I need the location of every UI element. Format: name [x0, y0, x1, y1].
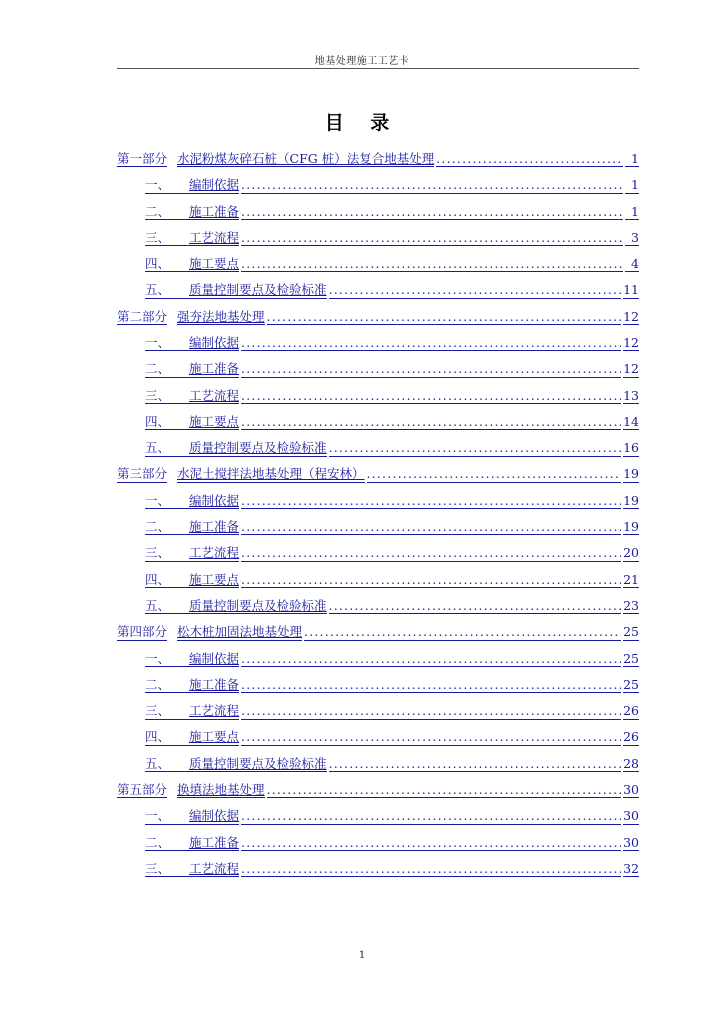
toc-entry-title: 质量控制要点及检验标准: [189, 755, 327, 771]
toc-leader-dots: [241, 231, 623, 246]
toc-entry-title: 施工准备: [189, 676, 240, 692]
toc-entry-number: 四、: [145, 415, 189, 430]
toc-entry-number: 二、: [145, 520, 189, 535]
toc-entry-number: 五、: [145, 757, 189, 772]
toc-entry-title: 工艺流程: [189, 860, 240, 876]
toc-section-link[interactable]: [117, 746, 639, 772]
toc-entry-page: 32: [623, 860, 639, 876]
toc-section-link[interactable]: [117, 641, 639, 667]
toc-entry-page: 11: [623, 282, 639, 298]
toc-leader-dots: [241, 494, 621, 509]
toc-leader-dots: [241, 862, 621, 877]
toc-part-link[interactable]: [117, 141, 639, 167]
toc-section-link[interactable]: [117, 167, 639, 193]
toc-entry-title: 质量控制要点及检验标准: [189, 282, 327, 298]
toc-entry-page: 14: [623, 413, 639, 429]
toc-part-link[interactable]: [117, 614, 639, 640]
toc-section-link[interactable]: [117, 325, 639, 351]
toc-entry-page: 12: [623, 335, 639, 350]
toc-entry-page: 20: [623, 545, 639, 561]
toc-section-link[interactable]: [117, 220, 639, 246]
toc-entry-number: 二、: [145, 205, 189, 220]
toc-entry-page: 1: [625, 178, 639, 193]
toc-section-link[interactable]: [117, 194, 639, 220]
toc-entry-title: 编制依据: [189, 650, 240, 666]
toc-entry-page: 30: [623, 834, 639, 850]
toc-entry-title: 水泥粉煤灰碎石桩（CFG 桩）法复合地基处理: [177, 150, 435, 166]
header-divider: [117, 68, 639, 69]
toc-entry-title: 工艺流程: [189, 229, 240, 245]
toc-entry-page: 21: [623, 571, 639, 587]
toc-section-link[interactable]: [117, 798, 639, 824]
toc-entry-page: 12: [623, 361, 639, 377]
toc-entry-page: 25: [623, 624, 639, 640]
toc-entry-number: 二、: [145, 678, 189, 693]
toc-section-link[interactable]: [117, 825, 639, 851]
toc-entry-title: 编制依据: [189, 177, 240, 193]
toc-entry-page: 30: [623, 808, 639, 824]
toc-leader-dots: [241, 389, 621, 404]
page-header: 地基处理施工工艺卡: [314, 56, 410, 67]
toc-entry-page: 19: [623, 492, 639, 508]
toc-entry-page: 25: [623, 676, 639, 692]
toc-entry-title: 质量控制要点及检验标准: [189, 597, 327, 613]
toc-entry-number: 三、: [145, 862, 189, 877]
toc-section-link[interactable]: [117, 667, 639, 693]
toc-entry-number: 第四部分: [117, 624, 168, 640]
toc-entry-title: 工艺流程: [189, 387, 240, 403]
toc-leader-dots: [329, 599, 622, 614]
toc-section-link[interactable]: [117, 562, 639, 588]
toc-entry-number: 第二部分: [117, 308, 168, 324]
toc-section-link[interactable]: [117, 509, 639, 535]
toc-entry-number: 三、: [145, 389, 189, 404]
toc-entry-number: 第三部分: [117, 466, 168, 482]
toc-section-link[interactable]: [117, 430, 639, 456]
toc-leader-dots: [241, 546, 621, 561]
toc-entry-page: 16: [623, 440, 639, 456]
toc-entry-number: 三、: [145, 231, 189, 246]
toc-entry-title: 施工准备: [189, 834, 240, 850]
toc-entry-title: 施工要点: [189, 413, 240, 429]
toc-entry-page: 30: [623, 782, 639, 798]
toc-entry-page: 28: [623, 755, 639, 771]
toc-section-link[interactable]: [117, 272, 639, 298]
toc-leader-dots: [241, 178, 623, 193]
toc-entry-page: 26: [623, 729, 639, 745]
toc-leader-dots: [329, 283, 622, 298]
toc-leader-dots: [241, 336, 621, 351]
toc-entry-title: 换填法地基处理: [177, 782, 265, 798]
toc-part-link[interactable]: [117, 772, 639, 798]
toc-section-link[interactable]: [117, 483, 639, 509]
toc-leader-dots: [241, 205, 623, 220]
toc-section-link[interactable]: [117, 851, 639, 877]
toc-leader-dots: [304, 625, 621, 640]
toc-leader-dots: [241, 415, 621, 430]
toc-entry-page: 1: [625, 152, 639, 167]
toc-entry-number: 一、: [145, 652, 189, 667]
toc-leader-dots: [367, 467, 622, 482]
toc-section-link[interactable]: [117, 378, 639, 404]
toc-entry-title: 松木桩加固法地基处理: [177, 624, 303, 640]
toc-entry-number: 第一部分: [117, 150, 168, 166]
toc-leader-dots: [241, 520, 621, 535]
table-of-contents: [117, 141, 639, 877]
toc-entry-title: 工艺流程: [189, 703, 240, 719]
toc-leader-dots: [329, 441, 622, 456]
toc-entry-number: 一、: [145, 178, 189, 193]
toc-leader-dots: [241, 836, 621, 851]
toc-section-link[interactable]: [117, 404, 639, 430]
toc-entry-page: 19: [623, 519, 639, 535]
toc-leader-dots: [241, 652, 621, 667]
toc-leader-dots: [241, 730, 621, 745]
toc-entry-number: 四、: [145, 573, 189, 588]
toc-leader-dots: [267, 783, 622, 798]
toc-leader-dots: [436, 152, 623, 167]
toc-section-link[interactable]: [117, 693, 639, 719]
toc-section-link[interactable]: [117, 535, 639, 561]
toc-section-link[interactable]: [117, 351, 639, 377]
toc-leader-dots: [267, 310, 622, 325]
toc-entry-title: 强夯法地基处理: [177, 308, 265, 324]
toc-entry-title: 施工准备: [189, 203, 240, 219]
toc-entry-page: 13: [623, 387, 639, 403]
toc-leader-dots: [241, 362, 621, 377]
toc-entry-number: 二、: [145, 836, 189, 851]
toc-entry-number: 三、: [145, 704, 189, 719]
toc-entry-title: 施工准备: [189, 519, 240, 535]
toc-leader-dots: [241, 809, 621, 824]
toc-entry-number: 一、: [145, 494, 189, 509]
toc-entry-title: 施工要点: [189, 571, 240, 587]
toc-entry-title: 工艺流程: [189, 545, 240, 561]
toc-entry-page: 4: [625, 257, 639, 272]
toc-part-link[interactable]: [117, 457, 639, 483]
toc-entry-title: 编制依据: [189, 492, 240, 508]
toc-entry-number: 一、: [145, 809, 189, 824]
toc-entry-number: 二、: [145, 362, 189, 377]
toc-entry-page: 19: [623, 466, 639, 482]
toc-entry-number: 四、: [145, 730, 189, 745]
toc-entry-page: 12: [623, 308, 639, 324]
toc-entry-page: 1: [625, 205, 639, 220]
toc-title: 目 录: [324, 112, 400, 134]
toc-entry-number: 五、: [145, 599, 189, 614]
toc-entry-number: 五、: [145, 441, 189, 456]
toc-entry-number: 四、: [145, 257, 189, 272]
toc-entry-number: 一、: [145, 336, 189, 351]
toc-entry-page: 26: [623, 703, 639, 719]
toc-leader-dots: [241, 678, 621, 693]
toc-section-link[interactable]: [117, 720, 639, 746]
toc-section-link[interactable]: [117, 246, 639, 272]
toc-entry-title: 编制依据: [189, 335, 240, 350]
toc-entry-title: 质量控制要点及检验标准: [189, 440, 327, 456]
toc-entry-page: 25: [623, 650, 639, 666]
toc-entry-title: 施工要点: [189, 256, 240, 272]
toc-entry-title: 施工要点: [189, 729, 240, 745]
toc-entry-number: 三、: [145, 546, 189, 561]
toc-entry-number: 五、: [145, 283, 189, 298]
page-number: 1: [358, 950, 366, 961]
toc-entry-number: 第五部分: [117, 782, 168, 798]
toc-leader-dots: [241, 573, 621, 588]
toc-entry-page: 23: [623, 597, 639, 613]
toc-leader-dots: [329, 757, 622, 772]
toc-part-link[interactable]: [117, 299, 639, 325]
toc-entry-page: 3: [625, 231, 639, 246]
toc-leader-dots: [241, 257, 623, 272]
toc-entry-title: 水泥土搅拌法地基处理（程安林）: [177, 466, 365, 482]
toc-section-link[interactable]: [117, 588, 639, 614]
toc-entry-title: 编制依据: [189, 808, 240, 824]
toc-leader-dots: [241, 704, 621, 719]
toc-entry-title: 施工准备: [189, 361, 240, 377]
